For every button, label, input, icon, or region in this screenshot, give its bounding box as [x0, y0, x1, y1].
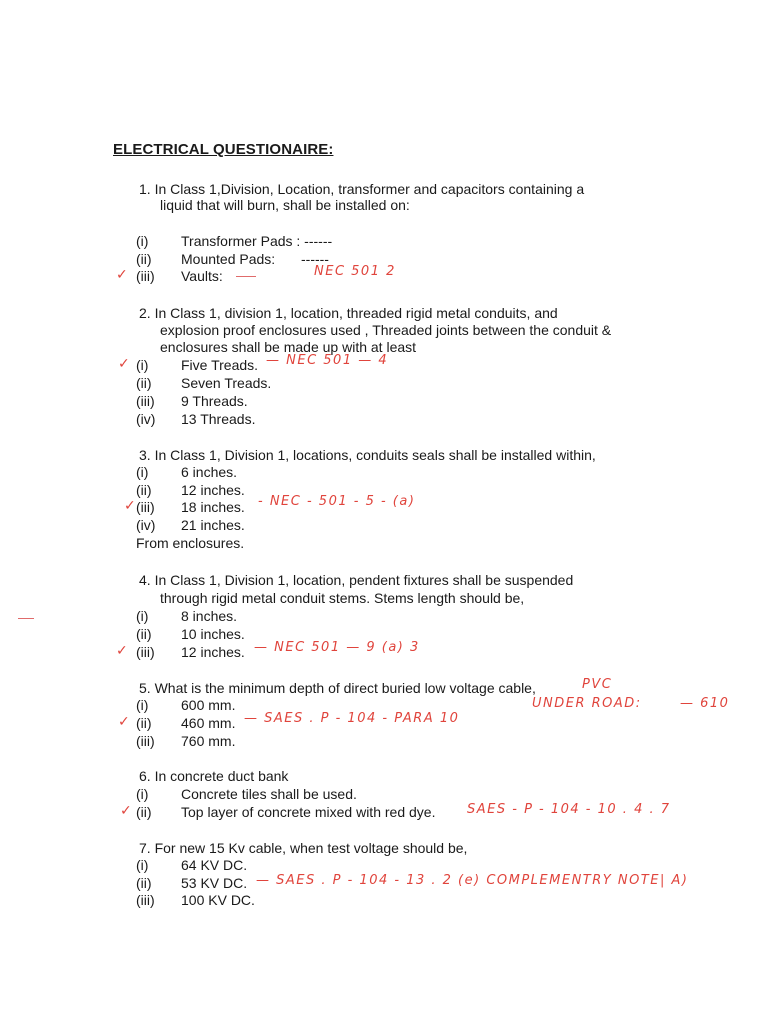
- handwritten-note-610: — 610: [680, 696, 730, 711]
- q6-option-1-text: Concrete tiles shall be used.: [181, 786, 357, 802]
- q5-option-2-num: (ii): [136, 715, 152, 731]
- question-4-line-1: 4. In Class 1, Division 1, location, pendent fixtures shall be suspended: [139, 572, 574, 588]
- q1-option-1-num: (i): [136, 233, 149, 249]
- handwritten-note-q7: — SAES . P - 104 - 13 . 2 (e) COMPLEMENTRY NOTE| A): [256, 873, 689, 888]
- handwritten-note-pvc: PVC: [582, 677, 613, 692]
- margin-mark: [18, 618, 34, 619]
- q3-option-1-text: 6 inches.: [181, 464, 238, 480]
- q4-option-1-num: (i): [136, 608, 149, 624]
- q6-option-1-num: (i): [136, 786, 149, 802]
- q6-option-2-text: Top layer of concrete mixed with red dye.: [181, 804, 436, 820]
- question-2-line-2: explosion proof enclosures used , Threaded joints between the conduit &: [160, 322, 612, 338]
- question-3-line-1: 3. In Class 1, Division 1, locations, conduits seals shall be installed within,: [139, 447, 596, 463]
- q3-option-3-text: 18 inches.: [181, 499, 245, 515]
- q4-option-2-num: (ii): [136, 626, 152, 642]
- q2-option-4-text: 13 Threads.: [181, 411, 256, 427]
- check-mark-icon: ✓: [116, 643, 128, 659]
- handwritten-note-q5: — SAES . P - 104 - PARA 10: [244, 711, 460, 726]
- q2-option-3-text: 9 Threads.: [181, 393, 248, 409]
- handwritten-note-q4: — NEC 501 — 9 (a) 3: [254, 640, 420, 655]
- q2-option-2-num: (ii): [136, 375, 152, 391]
- q1-option-2-num: (ii): [136, 251, 152, 267]
- q3-footer: From enclosures.: [136, 535, 245, 551]
- q4-option-3-text: 12 inches.: [181, 644, 245, 660]
- q1-option-3-num: (iii): [136, 268, 155, 284]
- q2-option-4-num: (iv): [136, 411, 156, 427]
- check-mark-icon: ✓: [118, 356, 130, 372]
- question-7-line-1: 7. For new 15 Kv cable, when test voltage should be,: [139, 840, 468, 856]
- q7-option-2-num: (ii): [136, 875, 152, 891]
- q3-option-2-text: 12 inches.: [181, 482, 245, 498]
- q2-option-1-num: (i): [136, 357, 149, 373]
- question-1-line-1: 1. In Class 1,Division, Location, transformer and capacitors containing a: [139, 181, 585, 197]
- page-title: ELECTRICAL QUESTIONAIRE:: [113, 141, 334, 158]
- q5-option-1-num: (i): [136, 697, 149, 713]
- q1-option-1-text: Transformer Pads : ------: [181, 233, 333, 249]
- question-5-line-1: 5. What is the minimum depth of direct buried low voltage cable,: [139, 680, 536, 696]
- check-mark-icon: ✓: [118, 714, 130, 730]
- q7-option-3-text: 100 KV DC.: [181, 892, 255, 908]
- check-mark-icon: ✓: [120, 803, 132, 819]
- q4-option-1-text: 8 inches.: [181, 608, 238, 624]
- check-mark-icon: ✓: [116, 267, 128, 283]
- handwritten-note-q6: SAES - P - 104 - 10 . 4 . 7: [467, 802, 671, 817]
- q7-option-1-text: 64 KV DC.: [181, 857, 248, 873]
- q5-option-3-num: (iii): [136, 733, 155, 749]
- q3-option-4-num: (iv): [136, 517, 156, 533]
- question-4-line-2: through rigid metal conduit stems. Stems length should be,: [160, 590, 525, 606]
- handwritten-note-q1: NEC 501 2: [314, 264, 396, 279]
- handwritten-note-q2: — NEC 501 — 4: [266, 353, 389, 368]
- q3-option-3-num: (iii): [136, 499, 155, 515]
- q2-option-3-num: (iii): [136, 393, 155, 409]
- q3-option-4-text: 21 inches.: [181, 517, 245, 533]
- q3-option-2-num: (ii): [136, 482, 152, 498]
- question-1-line-2: liquid that will burn, shall be installed on:: [160, 197, 410, 213]
- q5-option-2-text: 460 mm.: [181, 715, 236, 731]
- question-6-line-1: 6. In concrete duct bank: [139, 768, 289, 784]
- q2-option-2-text: Seven Treads.: [181, 375, 272, 391]
- check-mark-icon: ✓: [124, 498, 136, 514]
- q3-option-1-num: (i): [136, 464, 149, 480]
- q7-option-3-num: (iii): [136, 892, 155, 908]
- q5-option-1-text: 600 mm.: [181, 697, 236, 713]
- q5-option-3-text: 760 mm.: [181, 733, 236, 749]
- q7-option-2-text: 53 KV DC.: [181, 875, 248, 891]
- q6-option-2-num: (ii): [136, 804, 152, 820]
- q1-option-2-text: Mounted Pads:: [181, 251, 276, 267]
- q4-option-3-num: (iii): [136, 644, 155, 660]
- question-2-line-3: enclosures shall be made up with at least: [160, 339, 417, 355]
- handwritten-note-under-road: UNDER ROAD:: [532, 696, 642, 711]
- handwritten-dash: [236, 276, 256, 277]
- q7-option-1-num: (i): [136, 857, 149, 873]
- q1-option-2-dashes: ------: [301, 251, 329, 267]
- q1-option-3-text: Vaults:: [181, 268, 223, 284]
- question-2-line-1: 2. In Class 1, division 1, location, threaded rigid metal conduits, and: [139, 305, 558, 321]
- q2-option-1-text: Five Treads.: [181, 357, 259, 373]
- handwritten-note-q3: - NEC - 501 - 5 - (a): [258, 494, 416, 509]
- q4-option-2-text: 10 inches.: [181, 626, 245, 642]
